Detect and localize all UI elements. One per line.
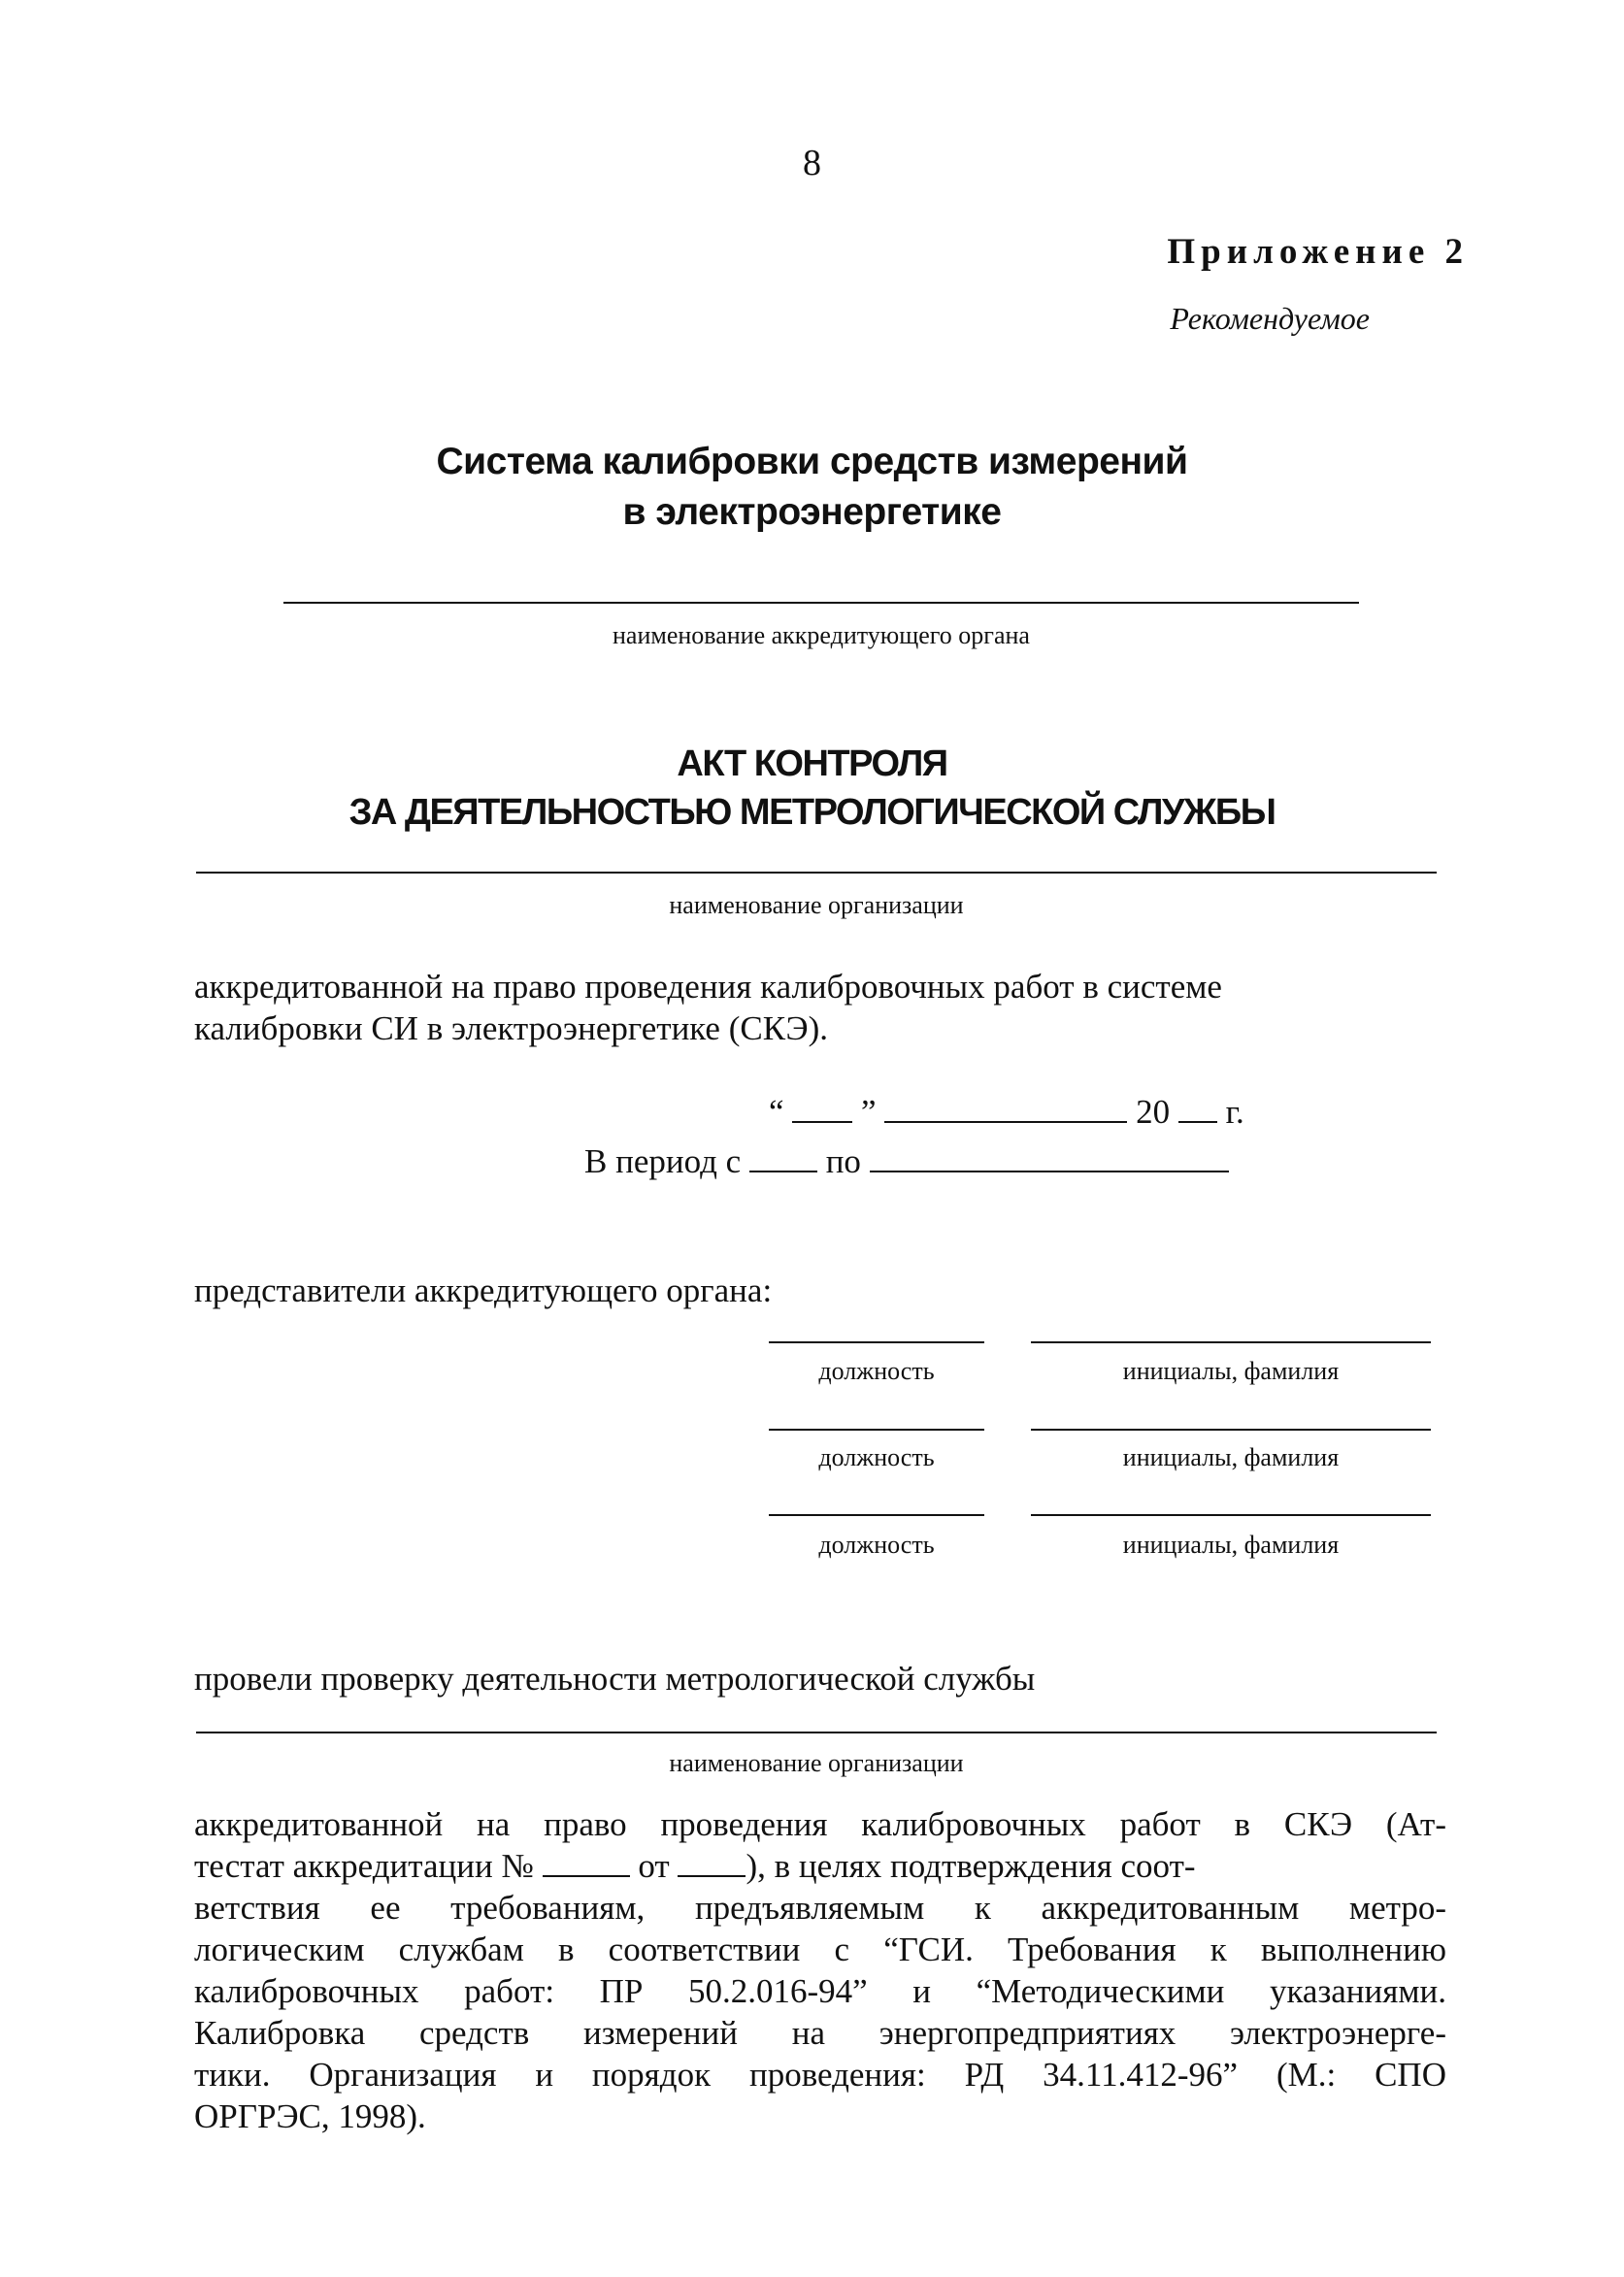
signature-name-line-2[interactable] xyxy=(1031,1429,1431,1431)
organization-field-line-2[interactable] xyxy=(196,1732,1437,1733)
act-title-line-2: ЗА ДЕЯТЕЛЬНОСТЬЮ МЕТРОЛОГИЧЕСКОЙ СЛУЖБЫ xyxy=(348,792,1276,833)
signature-position-line-3[interactable] xyxy=(769,1514,984,1516)
accredited-line-2: калибровки СИ в электроэнергетике (СКЭ). xyxy=(194,1009,829,1047)
signature-name-caption-1: инициалы, фамилия xyxy=(1122,1357,1340,1385)
final-paragraph xyxy=(194,1803,1446,2137)
signature-position-caption-2: должность xyxy=(818,1443,935,1471)
signature-name-caption-3: инициалы, фамилия xyxy=(1122,1531,1340,1559)
date-close-quote: ” xyxy=(861,1093,877,1131)
accredited-line-1: аккредитованной на право проведения калибровочных работ в системе xyxy=(194,968,1222,1006)
accrediting-body-field-line[interactable] xyxy=(283,602,1359,604)
accredited-statement xyxy=(194,966,1446,1049)
signature-position-line-2[interactable] xyxy=(769,1429,984,1431)
system-title-line-2: в электроэнергетике xyxy=(622,491,1002,533)
signature-name-caption-2: инициалы, фамилия xyxy=(1122,1443,1340,1471)
period-to-field[interactable] xyxy=(870,1141,1229,1172)
final-line-2-tail: ), в целях подтверждения соот- xyxy=(746,1847,1196,1885)
page-number: 8 xyxy=(803,143,821,183)
date-open-quote: “ xyxy=(769,1093,784,1131)
signature-position-caption-1: должность xyxy=(818,1357,935,1385)
act-title xyxy=(0,740,1624,837)
certificate-date-field[interactable] xyxy=(678,1846,746,1877)
final-line-2 xyxy=(194,1845,1446,1887)
final-line-3: ветствия ее требованиям, предъявляемым к аккредитованным метро- xyxy=(194,1889,1446,1927)
year-prefix: 20 xyxy=(1136,1093,1171,1131)
day-field[interactable] xyxy=(792,1092,852,1123)
representatives-label: представители аккредитующего органа: xyxy=(194,1271,773,1309)
month-field[interactable] xyxy=(884,1092,1127,1123)
final-line-1: аккредитованной на право проведения калибровочных работ в СКЭ (Ат- xyxy=(194,1805,1446,1843)
period-from-field[interactable] xyxy=(749,1141,817,1172)
period-from-label: В период с xyxy=(584,1142,742,1180)
appendix-heading: Приложение 2 xyxy=(1167,232,1469,272)
period-to-label: по xyxy=(825,1142,861,1180)
certificate-from-label: от xyxy=(638,1847,670,1885)
system-title xyxy=(0,437,1624,538)
final-line-7: тики. Организация и порядок проведения: РД 34.11.412-96” (М.: СПО xyxy=(194,2056,1446,2094)
organization-caption-2: наименование организации xyxy=(669,1749,964,1777)
organization-field-line-1[interactable] xyxy=(196,872,1437,874)
year-field[interactable] xyxy=(1178,1092,1217,1123)
recommended-label: Рекомендуемое xyxy=(1170,301,1370,336)
certificate-label: тестат аккредитации № xyxy=(194,1847,534,1885)
final-line-5: калибровочных работ: ПР 50.2.016-94” и “Методическими указаниями. xyxy=(194,1972,1446,2010)
date-line xyxy=(769,1091,1244,1133)
signature-name-line-3[interactable] xyxy=(1031,1514,1431,1516)
accrediting-body-caption: наименование аккредитующего органа xyxy=(613,621,1030,649)
final-line-6: Калибровка средств измерений на энергопредприятиях электроэнерге- xyxy=(194,2014,1446,2052)
organization-caption-1: наименование организации xyxy=(669,891,964,919)
period-line xyxy=(584,1140,1229,1182)
signature-name-line-1[interactable] xyxy=(1031,1341,1431,1343)
year-suffix: г. xyxy=(1225,1093,1244,1131)
inspection-line: провели проверку деятельности метрологической службы xyxy=(194,1660,1036,1698)
system-title-line-1: Система калибровки средств измерений xyxy=(436,441,1188,482)
certificate-number-field[interactable] xyxy=(543,1846,630,1877)
signature-position-line-1[interactable] xyxy=(769,1341,984,1343)
final-line-8: ОРГРЭС, 1998). xyxy=(194,2097,426,2135)
final-line-4: логическим службам в соответствии с “ГСИ. Требования к выполнению xyxy=(194,1930,1446,1968)
act-title-line-1: АКТ КОНТРОЛЯ xyxy=(677,743,947,784)
signature-position-caption-3: должность xyxy=(818,1531,935,1559)
